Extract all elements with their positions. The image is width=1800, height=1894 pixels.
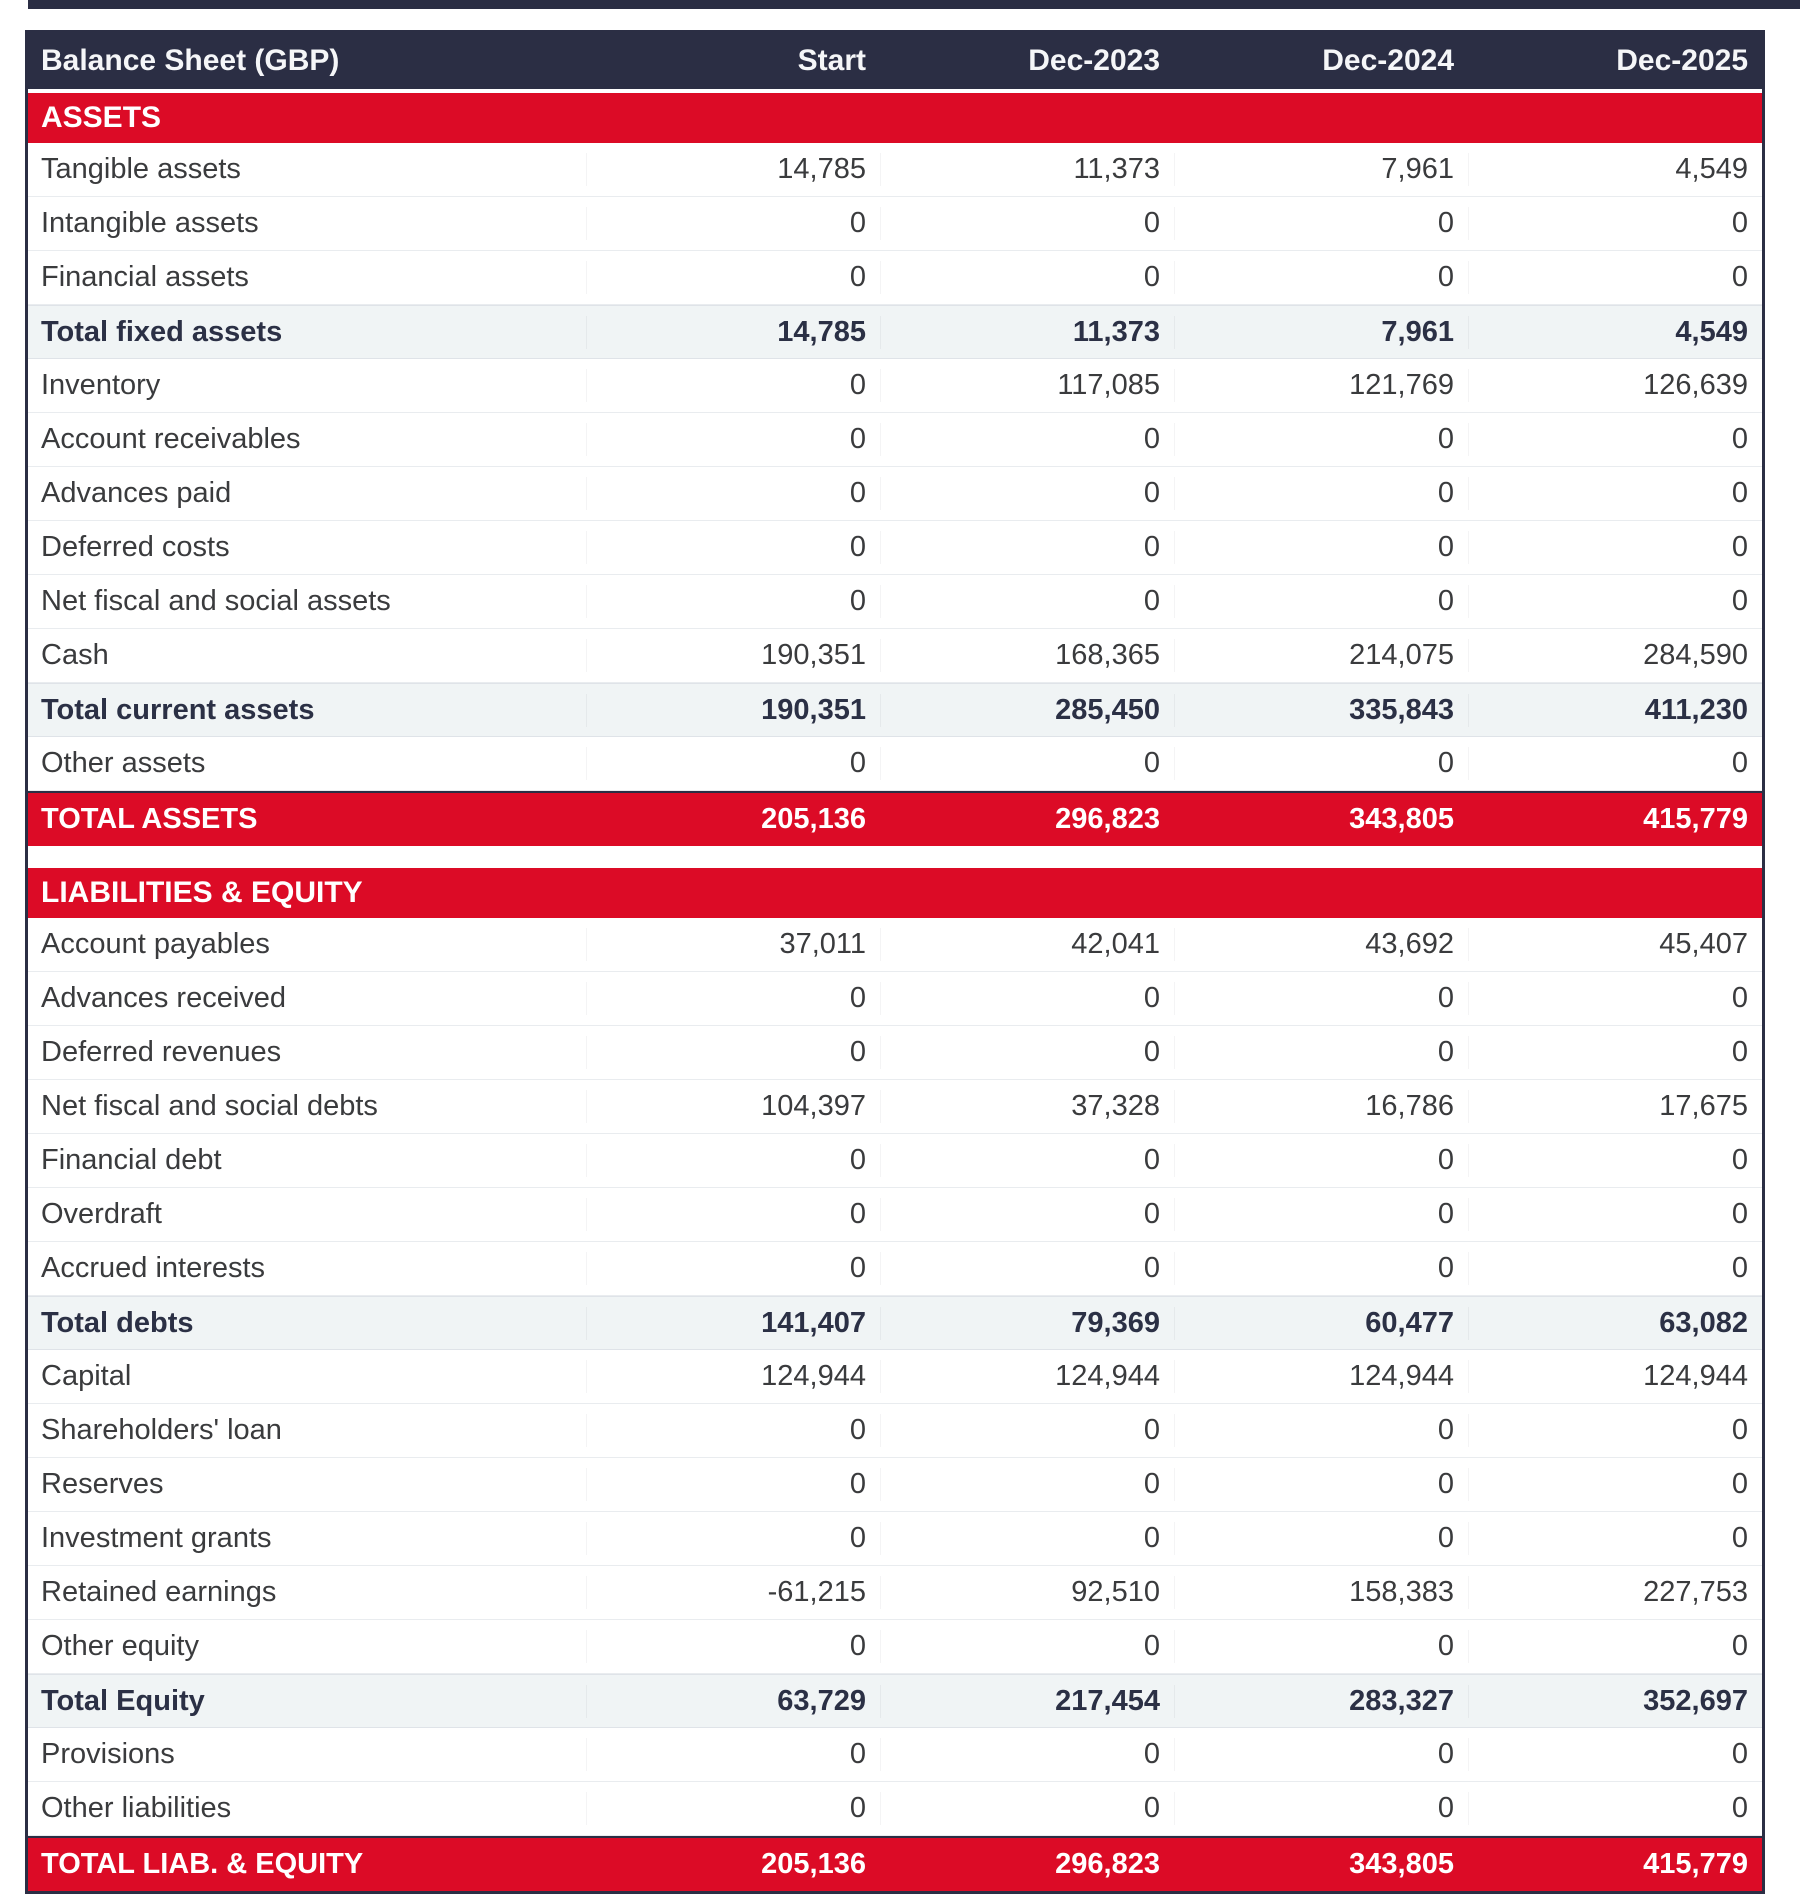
table-row-total-fixed-assets <box>28 305 1762 359</box>
table-row-provisions <box>28 1728 1762 1782</box>
cell-value: 296,823 <box>1055 1848 1160 1880</box>
cell-value: 0 <box>586 1144 880 1177</box>
cell-value: 415,779 <box>1643 803 1748 835</box>
cell-value: 124,944 <box>880 1360 1174 1393</box>
row-label: Deferred revenues <box>41 1036 282 1068</box>
cell-value: 214,075 <box>1174 639 1468 672</box>
cell-value: 0 <box>1468 1144 1762 1177</box>
cell-value: 121,769 <box>1174 369 1468 402</box>
cell-value: 283,327 <box>1174 1685 1468 1718</box>
row-label: Overdraft <box>41 1198 162 1230</box>
cell-value: 0 <box>880 1252 1174 1285</box>
cell-value: 14,785 <box>586 316 880 349</box>
table-row-total-assets <box>28 791 1762 846</box>
cell-value: 0 <box>880 1414 1174 1447</box>
cell-value: 0 <box>586 1414 880 1447</box>
row-label: Net fiscal and social assets <box>41 585 391 617</box>
table-row-capital <box>28 1350 1762 1404</box>
row-label: TOTAL LIAB. & EQUITY <box>41 1848 364 1880</box>
cell-value: 0 <box>1174 585 1468 618</box>
table-row-other-liabilities <box>28 1782 1762 1836</box>
cell-value: 0 <box>1468 1522 1762 1555</box>
cell-value: 0 <box>1468 1738 1762 1771</box>
cell-value: 0 <box>880 1198 1174 1231</box>
cell-value: 0 <box>586 207 880 240</box>
cell-value: 335,843 <box>1174 694 1468 727</box>
cell-value: 0 <box>586 1036 880 1069</box>
cell-value: 124,944 <box>1174 1360 1468 1393</box>
cell-value: 63,082 <box>1468 1307 1762 1340</box>
column-header-dec-2025: Dec-2025 <box>1616 44 1748 77</box>
cell-value: 0 <box>1174 747 1468 780</box>
cell-value: 14,785 <box>586 153 880 186</box>
table-row-inventory <box>28 359 1762 413</box>
cell-value: 124,944 <box>1468 1360 1762 1393</box>
table-row-deferred-revenues <box>28 1026 1762 1080</box>
cell-value: 0 <box>1174 531 1468 564</box>
cell-value: 0 <box>1174 1792 1468 1825</box>
cell-value: 0 <box>586 982 880 1015</box>
row-label: Provisions <box>41 1738 175 1770</box>
table-row-overdraft <box>28 1188 1762 1242</box>
cell-value: 0 <box>1468 585 1762 618</box>
cell-value: 205,136 <box>761 803 866 835</box>
row-label: Inventory <box>41 369 161 401</box>
table-body <box>28 93 1762 1891</box>
table-row-net-fiscal-and-social-debts <box>28 1080 1762 1134</box>
cell-value: 0 <box>1468 207 1762 240</box>
cell-value: 0 <box>1468 1468 1762 1501</box>
cell-value: 0 <box>1174 477 1468 510</box>
table-title: Balance Sheet (GBP) <box>41 44 340 77</box>
cell-value: 0 <box>880 531 1174 564</box>
row-label: Cash <box>41 639 109 671</box>
cell-value: 0 <box>880 1468 1174 1501</box>
row-label: Capital <box>41 1360 132 1392</box>
row-label: Accrued interests <box>41 1252 266 1284</box>
cell-value: 63,729 <box>586 1685 880 1718</box>
table-row-cash <box>28 629 1762 683</box>
row-label: Reserves <box>41 1468 164 1500</box>
cell-value: 0 <box>880 261 1174 294</box>
table-row-reserves <box>28 1458 1762 1512</box>
row-label: Retained earnings <box>41 1576 277 1608</box>
cell-value: 0 <box>586 1252 880 1285</box>
row-label: Advances received <box>41 982 287 1014</box>
cell-value: 7,961 <box>1174 316 1468 349</box>
row-label: Other assets <box>41 747 206 779</box>
cell-value: 17,675 <box>1468 1090 1762 1123</box>
cell-value: 0 <box>880 1144 1174 1177</box>
cell-value: 227,753 <box>1468 1576 1762 1609</box>
row-label: Other equity <box>41 1630 199 1662</box>
cell-value: 168,365 <box>880 639 1174 672</box>
cell-value: 0 <box>1174 1144 1468 1177</box>
cell-value: 0 <box>1468 531 1762 564</box>
row-label: Deferred costs <box>41 531 230 563</box>
cell-value: 415,779 <box>1643 1848 1748 1880</box>
cell-value: 0 <box>1174 1468 1468 1501</box>
row-label: Net fiscal and social debts <box>41 1090 378 1122</box>
cell-value: 0 <box>1174 1522 1468 1555</box>
cell-value: 0 <box>1468 982 1762 1015</box>
row-label: Other liabilities <box>41 1792 232 1824</box>
cell-value: 0 <box>1174 1036 1468 1069</box>
cell-value: 126,639 <box>1468 369 1762 402</box>
row-label: Intangible assets <box>41 207 259 239</box>
cell-value: 0 <box>586 747 880 780</box>
row-label: Investment grants <box>41 1522 272 1554</box>
table-row-accrued-interests <box>28 1242 1762 1296</box>
cell-value: 284,590 <box>1468 639 1762 672</box>
column-header-dec-2023: Dec-2023 <box>1028 44 1160 77</box>
cell-value: 205,136 <box>761 1848 866 1880</box>
cell-value: 37,328 <box>880 1090 1174 1123</box>
row-label: Tangible assets <box>41 153 241 185</box>
row-label: Total Equity <box>41 1684 205 1717</box>
cell-value: 0 <box>880 585 1174 618</box>
cell-value: 352,697 <box>1468 1685 1762 1718</box>
section-header-label: ASSETS <box>41 101 162 134</box>
cell-value: 158,383 <box>1174 1576 1468 1609</box>
cell-value: 0 <box>586 1738 880 1771</box>
cell-value: 0 <box>586 1468 880 1501</box>
cell-value: 217,454 <box>880 1685 1174 1718</box>
cell-value: 104,397 <box>586 1090 880 1123</box>
cell-value: 16,786 <box>1174 1090 1468 1123</box>
table-row-other-assets <box>28 737 1762 791</box>
section-header-liabilities-equity <box>28 868 1762 918</box>
cell-value: 0 <box>586 1198 880 1231</box>
section-header-assets <box>28 93 1762 143</box>
cell-value: 0 <box>1468 261 1762 294</box>
table-row-total-equity <box>28 1674 1762 1728</box>
row-label: Account payables <box>41 928 270 960</box>
cell-value: 0 <box>1468 1198 1762 1231</box>
cell-value: 0 <box>880 1522 1174 1555</box>
cell-value: 0 <box>1174 982 1468 1015</box>
cell-value: 0 <box>880 1630 1174 1663</box>
cell-value: 0 <box>880 982 1174 1015</box>
cell-value: 60,477 <box>1174 1307 1468 1340</box>
cell-value: 117,085 <box>880 369 1174 402</box>
cell-value: 0 <box>880 423 1174 456</box>
table-row-financial-assets <box>28 251 1762 305</box>
cell-value: 0 <box>1468 1036 1762 1069</box>
row-label: Shareholders' loan <box>41 1414 282 1446</box>
table-row-shareholders-loan <box>28 1404 1762 1458</box>
cell-value: 0 <box>880 747 1174 780</box>
cell-value: 0 <box>586 369 880 402</box>
cell-value: 343,805 <box>1349 1848 1454 1880</box>
cell-value: 0 <box>880 477 1174 510</box>
cell-value: 124,944 <box>586 1360 880 1393</box>
cell-value: 0 <box>1174 207 1468 240</box>
cell-value: -61,215 <box>586 1576 880 1609</box>
cell-value: 0 <box>880 1738 1174 1771</box>
section-header-label: LIABILITIES & EQUITY <box>41 876 363 909</box>
table-header-row <box>28 33 1762 89</box>
cell-value: 0 <box>1174 1252 1468 1285</box>
cell-value: 0 <box>586 261 880 294</box>
cell-value: 0 <box>586 585 880 618</box>
cell-value: 190,351 <box>586 639 880 672</box>
table-row-tangible-assets <box>28 143 1762 197</box>
cell-value: 343,805 <box>1349 803 1454 835</box>
cell-value: 4,549 <box>1468 153 1762 186</box>
balance-sheet-table <box>25 30 1765 1894</box>
cell-value: 0 <box>586 1792 880 1825</box>
table-row-retained-earnings <box>28 1566 1762 1620</box>
table-row-financial-debt <box>28 1134 1762 1188</box>
cell-value: 0 <box>1468 1414 1762 1447</box>
cell-value: 0 <box>586 477 880 510</box>
row-label: Financial debt <box>41 1144 222 1176</box>
cell-value: 0 <box>880 1036 1174 1069</box>
row-label: Advances paid <box>41 477 232 509</box>
row-label: Account receivables <box>41 423 301 455</box>
table-row-other-equity <box>28 1620 1762 1674</box>
cell-value: 11,373 <box>880 316 1174 349</box>
cell-value: 285,450 <box>880 694 1174 727</box>
cell-value: 43,692 <box>1174 928 1468 961</box>
cell-value: 0 <box>1468 423 1762 456</box>
cell-value: 141,407 <box>586 1307 880 1340</box>
cell-value: 0 <box>586 1522 880 1555</box>
cell-value: 4,549 <box>1468 316 1762 349</box>
cell-value: 0 <box>880 1792 1174 1825</box>
row-label: Total current assets <box>41 693 315 726</box>
top-divider-bar <box>28 0 1800 9</box>
column-header-dec-2024: Dec-2024 <box>1322 44 1454 77</box>
table-row-total-current-assets <box>28 683 1762 737</box>
cell-value: 0 <box>586 531 880 564</box>
table-row-total-debts <box>28 1296 1762 1350</box>
section-gap <box>28 846 1762 864</box>
cell-value: 0 <box>1468 477 1762 510</box>
row-label: TOTAL ASSETS <box>41 803 258 835</box>
cell-value: 411,230 <box>1468 694 1762 727</box>
table-row-account-payables <box>28 918 1762 972</box>
cell-value: 0 <box>1174 1738 1468 1771</box>
cell-value: 11,373 <box>880 153 1174 186</box>
cell-value: 0 <box>1468 1252 1762 1285</box>
table-row-investment-grants <box>28 1512 1762 1566</box>
cell-value: 92,510 <box>880 1576 1174 1609</box>
cell-value: 0 <box>1468 1792 1762 1825</box>
column-header-start: Start <box>797 44 866 77</box>
cell-value: 79,369 <box>880 1307 1174 1340</box>
cell-value: 0 <box>586 423 880 456</box>
cell-value: 190,351 <box>586 694 880 727</box>
cell-value: 0 <box>1174 1414 1468 1447</box>
cell-value: 37,011 <box>586 928 880 961</box>
cell-value: 296,823 <box>1055 803 1160 835</box>
cell-value: 42,041 <box>880 928 1174 961</box>
cell-value: 0 <box>1174 261 1468 294</box>
table-row-deferred-costs <box>28 521 1762 575</box>
table-row-intangible-assets <box>28 197 1762 251</box>
cell-value: 0 <box>1174 1198 1468 1231</box>
table-row-advances-received <box>28 972 1762 1026</box>
table-row-total-liab-equity <box>28 1836 1762 1891</box>
cell-value: 0 <box>1468 1630 1762 1663</box>
cell-value: 0 <box>586 1630 880 1663</box>
row-label: Financial assets <box>41 261 249 293</box>
cell-value: 0 <box>1468 747 1762 780</box>
row-label: Total fixed assets <box>41 315 283 348</box>
cell-value: 0 <box>1174 1630 1468 1663</box>
table-row-net-fiscal-and-social-assets <box>28 575 1762 629</box>
row-label: Total debts <box>41 1306 194 1339</box>
cell-value: 45,407 <box>1468 928 1762 961</box>
table-row-account-receivables <box>28 413 1762 467</box>
cell-value: 0 <box>880 207 1174 240</box>
cell-value: 7,961 <box>1174 153 1468 186</box>
table-row-advances-paid <box>28 467 1762 521</box>
cell-value: 0 <box>1174 423 1468 456</box>
